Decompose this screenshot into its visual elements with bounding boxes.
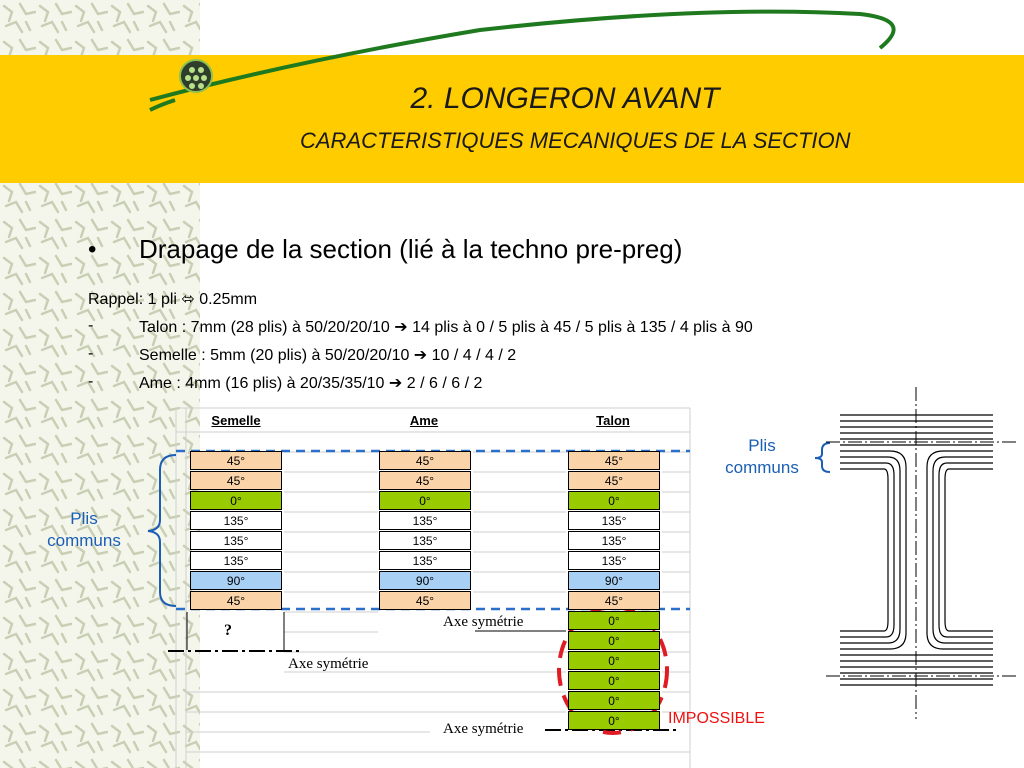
header-semelle: Semelle bbox=[211, 413, 261, 428]
ply-cell: 135° bbox=[379, 551, 471, 570]
ply-cell: 0° bbox=[379, 491, 471, 510]
ply-cell: 0° bbox=[568, 711, 660, 730]
ply-cell: 0° bbox=[568, 671, 660, 690]
ply-cell: 45° bbox=[190, 591, 282, 610]
i-beam-section-diagram bbox=[820, 385, 1020, 725]
page-subtitle: CARACTERISTIQUES MECANIQUES DE LA SECTION bbox=[300, 128, 851, 153]
ply-cell: 135° bbox=[379, 531, 471, 550]
ply-cell: 0° bbox=[568, 491, 660, 510]
ply-cell: 45° bbox=[379, 471, 471, 490]
ame-line: Ame : 4mm (16 plis) à 20/35/35/10 ➔ 2 / 6 / 6 / 2 bbox=[139, 375, 483, 392]
dash-marker: - bbox=[88, 317, 94, 334]
ply-cell: 90° bbox=[379, 571, 471, 590]
ply-cell: 45° bbox=[379, 591, 471, 610]
ply-cell: 135° bbox=[568, 551, 660, 570]
ply-cell: 0° bbox=[568, 691, 660, 710]
axe-symetrie-talon: Axe symétrie bbox=[443, 721, 524, 737]
axe-symetrie-ame: Axe symétrie bbox=[443, 614, 524, 630]
plis-communs-label-left: Plis communs bbox=[47, 509, 121, 550]
page-title: 2. LONGERON AVANT bbox=[410, 82, 720, 115]
ply-cell: 135° bbox=[190, 531, 282, 550]
dash-marker: - bbox=[88, 373, 94, 390]
ply-cell: 135° bbox=[190, 551, 282, 570]
ply-cell: 0° bbox=[568, 631, 660, 650]
rappel-line: Rappel: 1 pli ⬄ 0.25mm bbox=[88, 291, 258, 308]
header-ame: Ame bbox=[409, 413, 439, 428]
ply-cell: 0° bbox=[190, 491, 282, 510]
bullet-marker: • bbox=[88, 236, 97, 263]
ply-cell: 0° bbox=[568, 651, 660, 670]
ply-cell: 45° bbox=[568, 591, 660, 610]
header-talon: Talon bbox=[596, 413, 630, 428]
left-brace bbox=[148, 455, 176, 606]
semelle-line: Semelle : 5mm (20 plis) à 50/20/20/10 ➔ 10 / 4 / 4 / 2 bbox=[139, 347, 517, 364]
dash-marker: - bbox=[88, 345, 94, 362]
talon-line: Talon : 7mm (28 plis) à 50/20/20/10 ➔ 14 plis à 0 / 5 plis à 45 / 5 plis à 135 / 4 plis à 90 bbox=[139, 319, 753, 336]
unknown-ply-marker: ? bbox=[224, 622, 232, 639]
plis-communs-label-right: Plis communs bbox=[725, 436, 799, 477]
ply-cell: 45° bbox=[190, 451, 282, 470]
ply-cell: 0° bbox=[568, 611, 660, 630]
ply-cell: 90° bbox=[190, 571, 282, 590]
axe-symetrie-semelle: Axe symétrie bbox=[288, 656, 369, 672]
ply-cell: 135° bbox=[379, 511, 471, 530]
ply-cell: 45° bbox=[568, 451, 660, 470]
impossible-label: IMPOSSIBLE bbox=[668, 710, 765, 727]
ply-cell: 45° bbox=[568, 471, 660, 490]
ply-cell: 45° bbox=[379, 451, 471, 470]
ply-cell: 45° bbox=[190, 471, 282, 490]
ply-cell: 90° bbox=[568, 571, 660, 590]
bullet-heading: Drapage de la section (lié à la techno pre-preg) bbox=[139, 234, 683, 264]
ply-cell: 135° bbox=[568, 531, 660, 550]
ply-cell: 135° bbox=[568, 511, 660, 530]
ply-cell: 135° bbox=[190, 511, 282, 530]
